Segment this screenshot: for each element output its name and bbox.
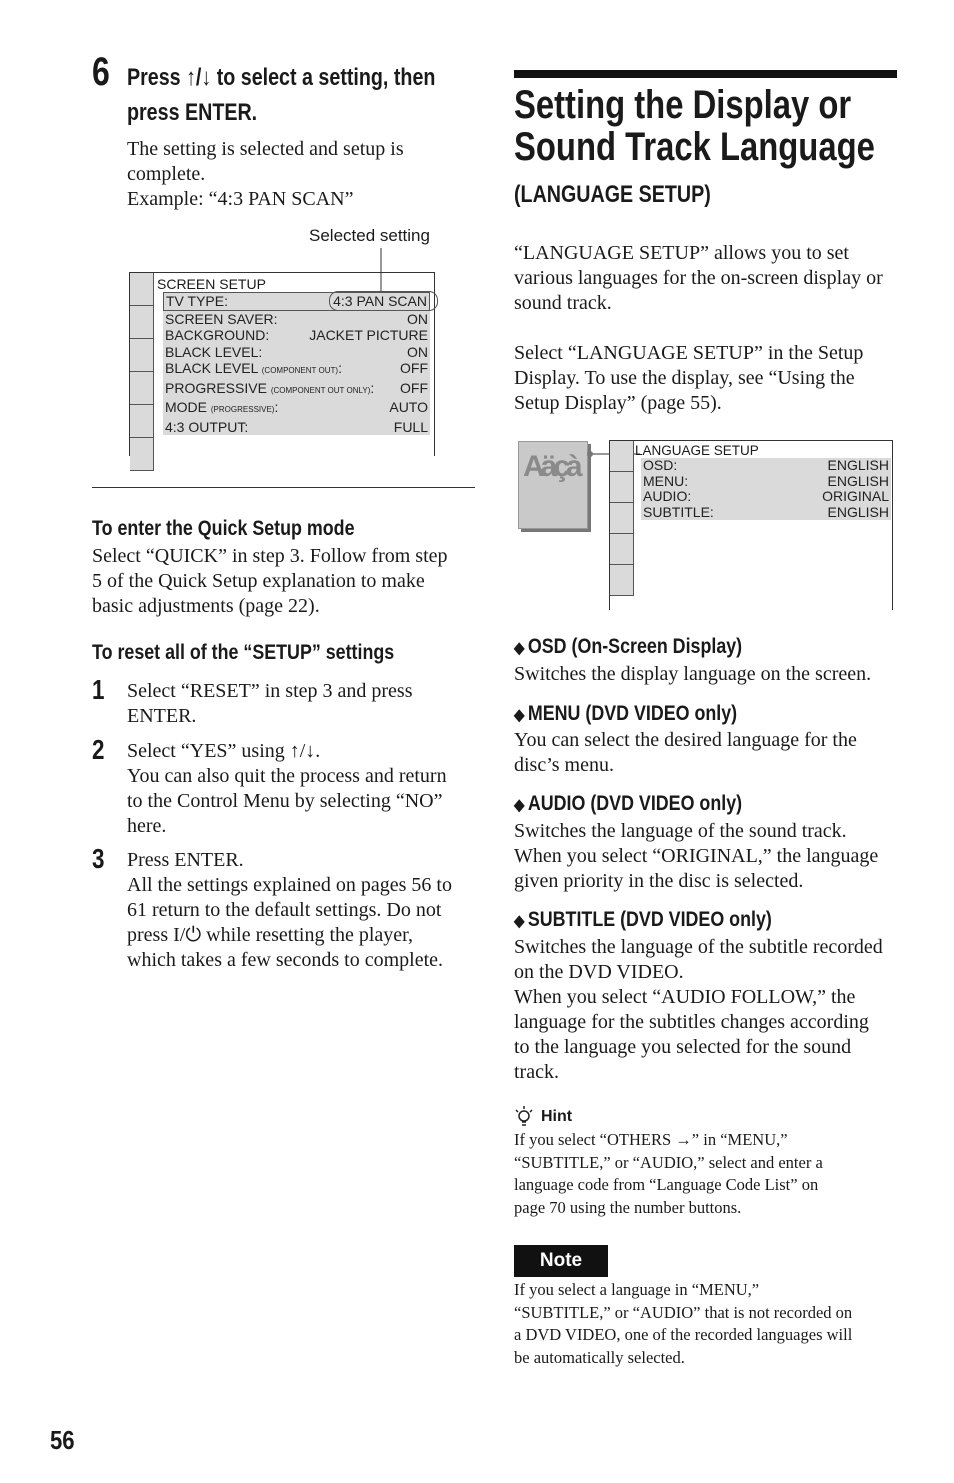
hint-label: Hint bbox=[541, 1108, 573, 1125]
body-line: language for the subtitles changes according bbox=[514, 1011, 869, 1033]
note-label: Note bbox=[514, 1245, 608, 1277]
diamond-icon: ◆ bbox=[514, 707, 525, 724]
menu-title: SCREEN SETUP bbox=[157, 276, 266, 292]
intro-line: sound track. bbox=[514, 292, 612, 314]
menu-row: 4:3 OUTPUT: FULL bbox=[165, 418, 428, 435]
body-line: Switches the language of the subtitle recorded bbox=[514, 936, 883, 958]
step-number: 2 bbox=[92, 734, 105, 765]
item-heading: ◆ AUDIO (DVD VIDEO only) bbox=[514, 792, 743, 815]
item-heading: ◆ MENU (DVD VIDEO only) bbox=[514, 702, 738, 725]
note-line: a DVD VIDEO, one of the recorded languages will bbox=[514, 1325, 853, 1344]
body-line: Select “QUICK” in step 3. Follow from step bbox=[92, 545, 448, 567]
menu-row: SUBTITLE: ENGLISH bbox=[643, 503, 889, 520]
intro-line: Select “LANGUAGE SETUP” in the Setup bbox=[514, 342, 864, 364]
screen-setup-rows bbox=[163, 292, 430, 435]
menu-row: AUDIO: ORIGINAL bbox=[643, 488, 889, 504]
body-line: to the Control Menu by selecting “NO” bbox=[127, 790, 443, 812]
body-line: Select “RESET” in step 3 and press bbox=[127, 680, 413, 702]
menu-tab bbox=[130, 372, 154, 405]
menu-tab bbox=[130, 273, 154, 306]
body-line: which takes a few seconds to complete. bbox=[127, 949, 444, 971]
step-number: 6 bbox=[92, 50, 110, 94]
hint-line: page 70 using the number buttons. bbox=[514, 1198, 742, 1217]
intro-line: Display. To use the display, see “Using the bbox=[514, 367, 855, 389]
menu-tab bbox=[130, 438, 154, 471]
menu-tab bbox=[610, 565, 634, 596]
step-heading-line2: press ENTER. bbox=[127, 99, 258, 126]
diamond-icon: ◆ bbox=[514, 640, 525, 657]
menu-row: MENU: ENGLISH bbox=[643, 472, 889, 489]
body-line: 5 of the Quick Setup explanation to make bbox=[92, 570, 425, 592]
lightbulb-icon bbox=[514, 1106, 534, 1128]
page-title-line1: Setting the Display or bbox=[514, 83, 852, 127]
body-line: basic adjustments (page 22). bbox=[92, 595, 320, 617]
divider bbox=[92, 487, 475, 488]
intro-line: “LANGUAGE SETUP” allows you to set bbox=[514, 242, 849, 264]
menu-tabs bbox=[130, 273, 154, 471]
menu-tabs bbox=[610, 441, 634, 596]
intro-line: various languages for the on-screen display or bbox=[514, 267, 883, 289]
body-line: Press ENTER. bbox=[127, 849, 244, 871]
step-number: 1 bbox=[92, 674, 105, 705]
menu-title: LANGUAGE SETUP bbox=[635, 443, 759, 458]
body-line: 61 return to the default settings. Do not bbox=[127, 899, 442, 921]
step-body-line: complete. bbox=[127, 163, 206, 185]
note-line: If you select a language in “MENU,” bbox=[514, 1280, 760, 1299]
selected-setting-highlight bbox=[329, 291, 438, 311]
menu-row: OSD: ENGLISH bbox=[643, 457, 889, 473]
body-line: ENTER. bbox=[127, 705, 197, 727]
language-icon: Aäçà bbox=[518, 441, 588, 529]
body-line: press I/⏻ while resetting the player, bbox=[127, 924, 414, 946]
body-line: to the language you selected for the sound bbox=[514, 1036, 852, 1058]
menu-row: BLACK LEVEL: ON bbox=[165, 343, 428, 360]
menu-tab bbox=[610, 472, 634, 503]
body-line: Select “YES” using ↑/↓. bbox=[127, 740, 321, 762]
diamond-icon: ◆ bbox=[514, 797, 525, 814]
menu-tab bbox=[610, 441, 634, 472]
diamond-icon: ◆ bbox=[514, 913, 525, 930]
menu-row: BACKGROUND: JACKET PICTURE bbox=[165, 327, 428, 343]
body-line: When you select “AUDIO FOLLOW,” the bbox=[514, 986, 856, 1008]
menu-tab bbox=[610, 503, 634, 534]
hint-line: language code from “Language Code List” on bbox=[514, 1175, 819, 1194]
page-number: 56 bbox=[50, 1425, 75, 1455]
menu-row-selected: TV TYPE: 4:3 PAN SCAN bbox=[163, 292, 430, 311]
hint-line: “SUBTITLE,” or “AUDIO,” select and enter a bbox=[514, 1153, 823, 1172]
menu-row: BLACK LEVEL (COMPONENT OUT): OFF bbox=[165, 360, 428, 376]
section-heading: To reset all of the “SETUP” settings bbox=[92, 641, 395, 664]
item-heading: ◆ SUBTITLE (DVD VIDEO only) bbox=[514, 908, 772, 931]
menu-tab bbox=[130, 306, 154, 339]
menu-row: SCREEN SAVER: ON bbox=[165, 310, 428, 327]
step-body-line: The setting is selected and setup is bbox=[127, 138, 404, 160]
intro-line: Setup Display” (page 55). bbox=[514, 392, 722, 414]
body-line: Switches the language of the sound track. bbox=[514, 820, 847, 842]
body-line: Switches the display language on the screen. bbox=[514, 663, 872, 685]
menu-row: PROGRESSIVE (COMPONENT OUT ONLY): OFF bbox=[165, 379, 428, 396]
body-line: You can select the desired language for the bbox=[514, 729, 857, 751]
body-line: All the settings explained on pages 56 to bbox=[127, 874, 452, 896]
note-line: be automatically selected. bbox=[514, 1348, 685, 1367]
page-subtitle: (LANGUAGE SETUP) bbox=[514, 181, 711, 208]
callout-label: Selected setting bbox=[309, 226, 430, 245]
body-line: given priority in the disc is selected. bbox=[514, 870, 804, 892]
step-heading-line1: Press ↑/↓ to select a setting, then bbox=[127, 64, 436, 91]
title-rule bbox=[514, 70, 897, 78]
body-line: disc’s menu. bbox=[514, 754, 614, 776]
note-line: “SUBTITLE,” or “AUDIO” that is not recorded on bbox=[514, 1303, 853, 1322]
section-heading: To enter the Quick Setup mode bbox=[92, 517, 355, 540]
menu-tab bbox=[130, 405, 154, 438]
body-line: on the DVD VIDEO. bbox=[514, 961, 684, 983]
hint-line: If you select “OTHERS →” in “MENU,” bbox=[514, 1130, 788, 1149]
menu-row: MODE (PROGRESSIVE): AUTO bbox=[165, 399, 428, 415]
body-line: You can also quit the process and return bbox=[127, 765, 447, 787]
item-heading: ◆ OSD (On-Screen Display) bbox=[514, 635, 743, 658]
step-number: 3 bbox=[92, 843, 105, 874]
menu-tab bbox=[130, 339, 154, 372]
page-title-line2: Sound Track Language bbox=[514, 125, 875, 169]
step-body-line: Example: “4:3 PAN SCAN” bbox=[127, 188, 354, 210]
body-line: here. bbox=[127, 815, 167, 837]
language-setup-rows bbox=[641, 458, 891, 520]
body-line: track. bbox=[514, 1061, 559, 1083]
body-line: When you select “ORIGINAL,” the language bbox=[514, 845, 879, 867]
menu-tab bbox=[610, 534, 634, 565]
